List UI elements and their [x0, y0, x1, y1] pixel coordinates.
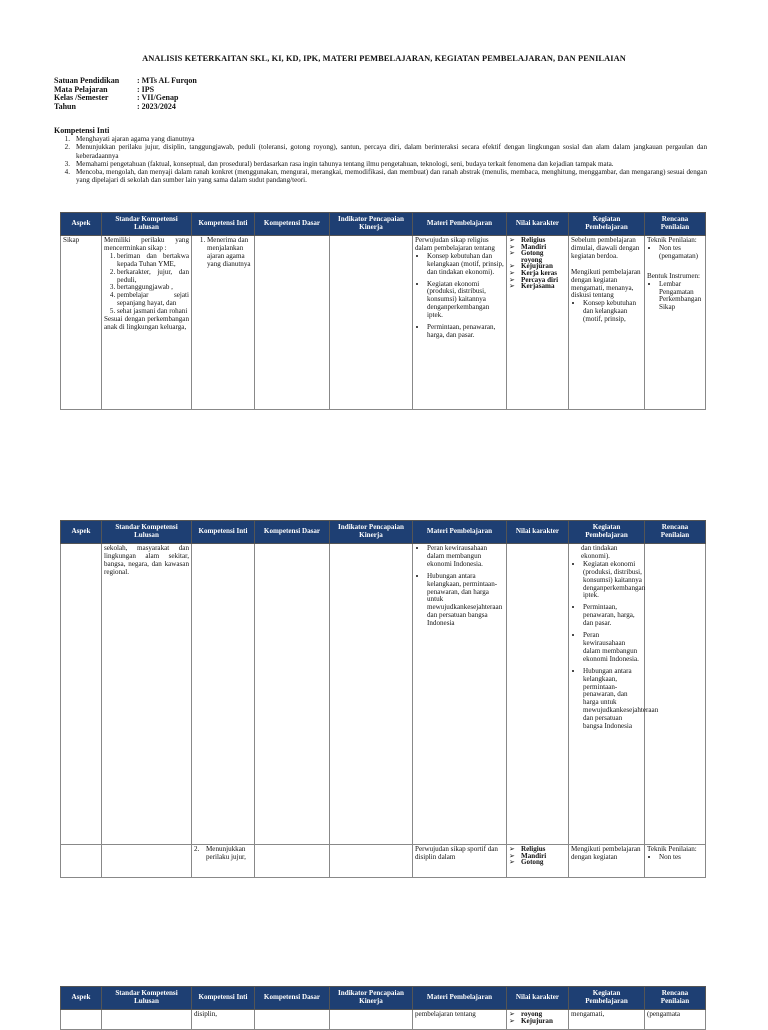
cell-indikator: [330, 544, 413, 845]
list-number: 1.: [64, 135, 70, 143]
header-kompetensi-inti: Kompetensi Inti: [192, 213, 255, 236]
penilaian-list: [647, 281, 703, 313]
table-header-row: [61, 213, 706, 236]
skl-tail: Sesuai dengan perkembangan anak di lingkungan keluarga,: [104, 315, 189, 331]
penilaian-instrumen: Bentuk Instrumen:: [647, 271, 700, 280]
list-item: 2. berkarakter, jujur, dan peduli,: [117, 269, 189, 285]
kegiatan-list: [571, 559, 659, 731]
header-indikator: Indikator Pencapaian Kinerja: [330, 521, 413, 544]
cell-kegiatan: Mengikuti pembelajaran dengan kegiatan: [569, 845, 645, 878]
info-value: : MTs AL Furqon: [137, 76, 197, 85]
list-item: ➢ Gotong: [509, 859, 566, 866]
header-kompetensi-dasar: Kompetensi Dasar: [255, 213, 330, 236]
kegiatan-p2: Mengikuti pembelajaran dengan kegiatan mengamati, menanya, diskusi tentang: [571, 267, 641, 300]
cell-materi: Perwujudan sikap sportif dan disiplin dalam: [413, 845, 507, 878]
header-kegiatan: Kegiatan Pembelajaran: [569, 987, 645, 1010]
cell-ki: [192, 544, 255, 845]
kompetensi-inti-heading: Kompetensi Inti: [54, 126, 110, 135]
header-aspek: Aspek: [61, 213, 102, 236]
header-indikator: Indikator Pencapaian Kinerja: [330, 987, 413, 1010]
cell-aspek: [61, 1010, 102, 1030]
skl-intro: Memiliki perilaku yang mencerminkan sikap :: [104, 236, 189, 252]
list-text: Mencoba, mengolah, dan menyaji dalam ranah konkret (menggunakan, mengurai, merangkai, memodifikasi, dan membuat) dan ranah abstrak (menulis, membaca, menghitung, menggambar, dan mengarang) sesuai dengan yang dipelajari di sekolah dan sumber lain yang sama dalam sudut pandang/teori.: [76, 168, 707, 185]
info-key: Tahun: [54, 101, 76, 111]
cell-aspek: [61, 845, 102, 878]
cell-skl: [102, 236, 192, 410]
cell-kd: [255, 845, 330, 878]
list-number: 4.: [64, 168, 70, 177]
cell-nilai-karakter: [507, 544, 569, 845]
list-text: Memahami pengetahuan (faktual, konseptual, dan prosedural) berdasarkan rasa ingin tahunya tentang ilmu pengetahuan, teknologi, seni, budaya terkait fenomena dan kejadian tampak mata.: [76, 159, 614, 168]
list-item: ➢ Religius: [509, 237, 566, 244]
list-number: 2.: [64, 143, 70, 152]
cell-ki: disiplin,: [192, 1010, 255, 1030]
info-value: : VII/Genap: [137, 93, 179, 103]
cell-penilaian: [645, 236, 706, 410]
header-nilai-karakter: Nilai karakter: [507, 987, 569, 1010]
cell-materi: pembelajaran tentang: [413, 1010, 507, 1030]
header-aspek: Aspek: [61, 987, 102, 1010]
cell-materi: [413, 544, 507, 845]
header-indikator: Indikator Pencapaian Kinerja: [330, 213, 413, 236]
cell-aspek: Sikap: [61, 236, 102, 410]
list-item: • Kegiatan ekonomi (produksi, distribusi, konsumsi) kaitannya denganperkembangan iptek.: [427, 281, 504, 321]
list-item: [54, 160, 707, 168]
table-row: [61, 544, 706, 845]
list-item: ➢ Mandiri: [509, 244, 566, 251]
header-rencana-penilaian: Rencana Penilaian: [645, 213, 706, 236]
cell-indikator: [330, 845, 413, 878]
kegiatan-continued: dan tindakan ekonomi).: [581, 544, 618, 560]
table-row: [61, 1010, 706, 1030]
table-header-row: [61, 987, 706, 1010]
cell-penilaian: [645, 544, 706, 845]
list-text: Menghayati ajaran agama yang dianutnya: [76, 135, 195, 143]
list-item: • Lembar Pengamatan Perkembangan Sikap: [659, 281, 703, 313]
penilaian-list: [647, 854, 703, 862]
header-kompetensi-inti: Kompetensi Inti: [192, 987, 255, 1010]
info-key: Mata Pelajaran: [54, 84, 108, 94]
list-item: ➢ royong: [509, 1011, 566, 1018]
header-nilai-karakter: Nilai karakter: [507, 521, 569, 544]
table-row: [61, 845, 706, 878]
list-item: ➢ Kejujuran: [509, 1018, 566, 1025]
header-kompetensi-inti: Kompetensi Inti: [192, 521, 255, 544]
cell-nilai-karakter: [507, 845, 569, 878]
list-item: • Peran kewirausahaan dalam membangun ekonomi Indonesia.: [583, 632, 642, 664]
document-title: ANALISIS KETERKAITAN SKL, KI, KD, IPK, MATERI PEMBELAJARAN, KEGIATAN PEMBELAJARAN, DAN PENILAIAN: [142, 54, 626, 63]
kegiatan-p1: Sebelum pembelajaran dimulai, diawali dengan kegiatan berdoa.: [571, 236, 640, 260]
list-item: • Permintaan, penawaran, harga, dan pasar.: [427, 324, 504, 340]
skl-list: [104, 253, 189, 316]
header-materi: Materi Pembelajaran: [413, 521, 507, 544]
cell-ki: [192, 236, 255, 410]
kegiatan-list: [571, 300, 642, 324]
header-standar-kompetensi-lulusan: Standar Kompetensi Lulusan: [102, 987, 192, 1010]
nilai-list: [509, 237, 566, 290]
list-item: ➢ Percaya diri: [509, 277, 566, 284]
list-item: [54, 168, 707, 185]
cell-penilaian: [645, 845, 706, 878]
cell-kegiatan: [569, 544, 659, 845]
analysis-table-page-3: [60, 986, 706, 1030]
penilaian-list: [647, 245, 703, 261]
list-item: 1. Menerima dan menjalankan ajaran agama yang dianutnya: [207, 237, 252, 269]
materi-list: [415, 545, 504, 628]
cell-skl: sekolah, masyarakat dan lingkungan alam sekitar, bangsa, negara, dan kawasan regional.: [102, 544, 192, 845]
table-row: [61, 236, 706, 410]
list-number: 2.: [194, 845, 200, 853]
header-standar-kompetensi-lulusan: Standar Kompetensi Lulusan: [102, 521, 192, 544]
ki-list: [194, 237, 252, 269]
info-key: Satuan Pendidikan: [54, 76, 120, 85]
list-item: • Hubungan antara kelangkaan, permintaan-penawaran, dan harga untuk mewujudkankesejahteraan dan persatuan bangsa Indonesia: [583, 668, 642, 731]
kompetensi-inti-list: [54, 135, 707, 185]
header-materi: Materi Pembelajaran: [413, 213, 507, 236]
list-item: ➢ Kerja keras: [509, 270, 566, 277]
header-aspek: Aspek: [61, 521, 102, 544]
ki-text: Menunjukkan perilaku jujur,: [206, 845, 246, 861]
cell-kd: [255, 544, 330, 845]
cell-penilaian: (pengamata: [645, 1010, 706, 1030]
header-materi: Materi Pembelajaran: [413, 987, 507, 1010]
table-header-row: [61, 521, 706, 544]
cell-nilai-karakter: [507, 1010, 569, 1030]
cell-kd: [255, 1010, 330, 1030]
list-item: 5. sehat jasmani dan rohani: [117, 308, 189, 316]
header-kegiatan: Kegiatan Pembelajaran: [569, 213, 645, 236]
list-item: • Non tes (pengamatan): [659, 245, 703, 261]
cell-indikator: [330, 236, 413, 410]
nilai-list: [509, 846, 566, 866]
header-standar-kompetensi-lulusan: Standar Kompetensi Lulusan: [102, 213, 192, 236]
penilaian-teknik: Teknik Penilaian:: [647, 845, 697, 853]
cell-indikator: [330, 1010, 413, 1030]
list-item: ➢ Kejujuran: [509, 263, 566, 270]
materi-intro: Perwujudan sikap religius dalam pembelajaran tentang: [415, 236, 495, 252]
cell-skl: [102, 845, 192, 878]
list-item: • Konsep kebutuhan dan kelangkaan (motif, prinsip, dan tindakan ekonomi).: [427, 253, 504, 277]
list-item: • Kegiatan ekonomi (produksi, distribusi, konsumsi) kaitannya denganperkembangan iptek.: [583, 561, 642, 601]
header-rencana-penilaian: Rencana Penilaian: [645, 521, 706, 544]
list-item: ➢ Mandiri: [509, 853, 566, 860]
info-value: : 2023/2024: [137, 101, 176, 111]
cell-aspek: [61, 544, 102, 845]
list-item: 3. bertanggungjawab ,: [117, 284, 189, 292]
info-row: [54, 103, 197, 112]
header-nilai-karakter: Nilai karakter: [507, 213, 569, 236]
header-kompetensi-dasar: Kompetensi Dasar: [255, 521, 330, 544]
cell-materi: [413, 236, 507, 410]
list-item: 4. pembelajar sejati sepanjang hayat, dan: [117, 292, 189, 308]
header-kompetensi-dasar: Kompetensi Dasar: [255, 987, 330, 1010]
cell-kegiatan: [569, 236, 645, 410]
header-rencana-penilaian: Rencana Penilaian: [645, 987, 706, 1010]
cell-kd: [255, 236, 330, 410]
list-item: [54, 135, 707, 143]
list-text: Menunjukkan perilaku jujur, disiplin, tanggungjawab, peduli (toleransi, gotong royong), santun, percaya diri, dalam berinteraksi secara efektif dengan lingkungan sosial dan alam dalam jangkauan pergaulan dan keberadaannya: [76, 143, 707, 160]
list-item: [54, 143, 707, 160]
cell-kegiatan: mengamati,: [569, 1010, 645, 1030]
list-item: • Non tes: [659, 854, 703, 862]
nilai-list: [509, 1011, 566, 1024]
cell-ki: [192, 845, 255, 878]
list-item: • Permintaan, penawaran, harga, dan pasar.: [583, 604, 642, 628]
list-item: • Hubungan antara kelangkaan, permintaan-penawaran, dan harga untuk mewujudkankesejahteraan dan persatuan bangsa Indonesia: [427, 573, 504, 628]
list-item: ➢ Kerjasama: [509, 283, 566, 290]
header-kegiatan: Kegiatan Pembelajaran: [569, 521, 645, 544]
materi-list: [415, 253, 504, 340]
list-number: 3.: [64, 159, 70, 168]
analysis-table-page-2: [60, 520, 706, 878]
list-item: • Konsep kebutuhan dan kelangkaan (motif, prinsip,: [583, 300, 642, 324]
document-info: [54, 77, 197, 111]
info-value: : IPS: [137, 84, 155, 94]
info-key: Kelas /Semester: [54, 93, 109, 103]
list-item: 1. beriman dan bertakwa kepada Tuhan YME,: [117, 253, 189, 269]
list-item: • Peran kewirausahaan dalam membangun ekonomi Indonesia.: [427, 545, 504, 569]
cell-nilai-karakter: [507, 236, 569, 410]
penilaian-teknik: Teknik Penilaian:: [647, 236, 697, 244]
list-item: ➢ Religius: [509, 846, 566, 853]
list-item: ➢ Gotong royong: [509, 250, 566, 263]
analysis-table-page-1: [60, 212, 706, 410]
cell-skl: [102, 1010, 192, 1030]
